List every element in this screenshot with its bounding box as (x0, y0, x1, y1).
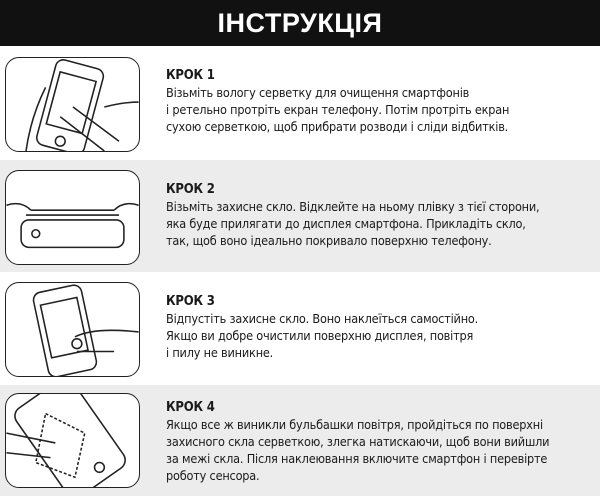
step-heading: КРОК 4 (166, 400, 215, 415)
step-line: сухою серветкою, щоб прибрати розводи і сліди відбитків. (166, 119, 509, 134)
step-3 (0, 272, 600, 385)
step-3-text (166, 293, 478, 361)
step-4 (0, 385, 600, 496)
step-line: Якщо ви добре очистили поверхню дисплея, повітря (166, 328, 474, 343)
step-line: так, щоб воно ідеально покривало поверхню телефону. (166, 233, 492, 248)
apply-glass-illustration-icon (5, 170, 140, 265)
step-1-text (166, 67, 509, 135)
step-line: за межі скла. Після наклеювання включите смартфон і перевірте (166, 451, 548, 466)
release-glass-illustration-icon (5, 282, 140, 377)
remove-bubbles-illustration-icon (5, 393, 140, 488)
step-line: захисного скла серветкою, злегка натискаючи, щоб вони вийшли (166, 434, 550, 449)
step-heading: КРОК 1 (166, 68, 215, 83)
step-line: Відпустіть захисне скло. Воно наклеїться самостійно. (166, 311, 479, 326)
step-heading: КРОК 3 (166, 294, 215, 309)
step-1 (0, 46, 600, 160)
step-line: роботу сенсора. (166, 468, 260, 483)
step-line: Візьміть захисне скло. Відклейте на ньому плівку з тієї сторони, (166, 199, 540, 214)
step-line: Якщо все ж виникли бульбашки повітря, пройдіться по поверхні (166, 417, 543, 432)
step-2 (0, 160, 600, 272)
step-line: і ретельно протріть екран телефону. Потім протріть екран (166, 102, 510, 117)
wipe-phone-illustration-icon (5, 57, 140, 152)
step-line: Візьміть вологу серветку для очищення смартфонів (166, 85, 470, 100)
step-line: і пилу не виникне. (166, 345, 274, 360)
step-line: яка буде прилягати до дисплея смартфона. Прикладіть скло, (166, 216, 526, 231)
step-4-text (166, 399, 549, 484)
step-heading: КРОК 2 (166, 182, 215, 197)
step-2-text (166, 181, 539, 249)
page-title: ІНСТРУКЦІЯ (0, 0, 600, 46)
